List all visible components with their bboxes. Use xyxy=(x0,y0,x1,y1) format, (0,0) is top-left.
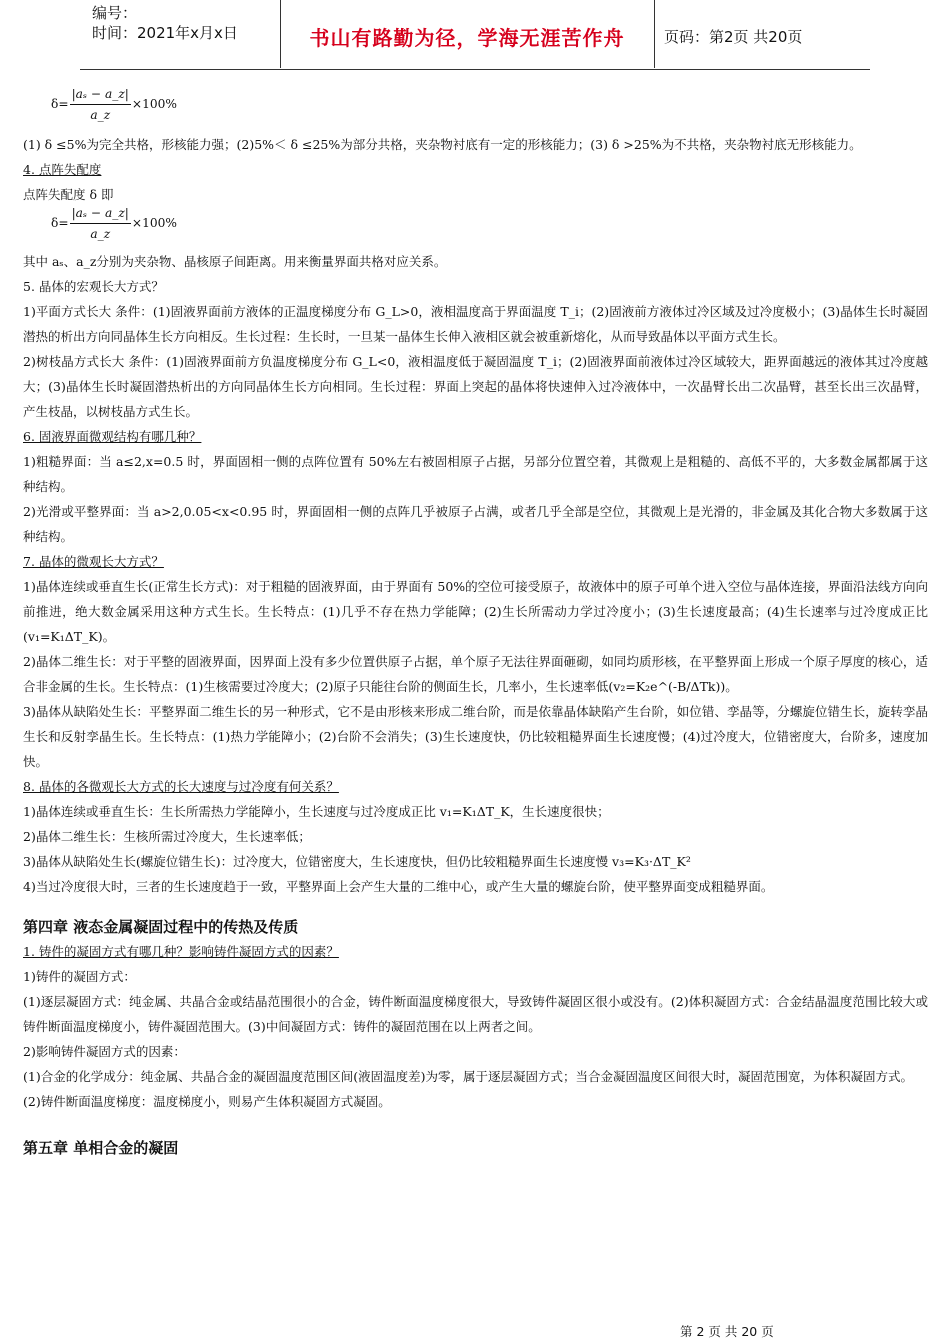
document-body xyxy=(23,84,928,1160)
paragraph: 1)粗糙界面：当 a≤2,x=0.5 时，界面固相一侧的点阵位置有 50%左右被固相原子占据，另部分位置空着，其微观上是粗糙的、高低不平的，大多数金属都属于这种结构。 xyxy=(23,454,928,494)
formula-tail: ×100% xyxy=(131,97,177,111)
paragraph: (1)逐层凝固方式：纯金属、共晶合金或结晶范围很小的合金，铸件断面温度梯度很大，导致铸件凝固区很小或没有。(2)体积凝固方式：合金结晶温度范围比较大或铸件断面温度梯度小，铸件凝固范围大。(3)中间凝固方式：铸件的凝固范围在以上两者之间。 xyxy=(23,994,928,1034)
page-header xyxy=(80,0,870,70)
paragraph: (2)铸件断面温度梯度：温度梯度小，则易产生体积凝固方式凝固。 xyxy=(23,1094,391,1109)
paragraph: 1)晶体连续或垂直生长：生长所需热力学能障小，生长速度与过冷度成正比 v₁=K₁ΔT_K，生长速度很快； xyxy=(23,804,610,819)
formula-mismatch-1 xyxy=(51,84,928,124)
paragraph: 1)晶体连续或垂直生长(正常生长方式)：对于粗糙的固液界面，由于界面有 50%的空位可接受原子，故液体中的原子可单个进入空位与晶体连接，界面沿法线方向向前推进，绝大数金属采用这种方式生长。生长特点：(1)几乎不存在热力学能障；(2)生长所需动力学过冷度小；(3)生长速度最高；(4)生长速率与过冷度成正比(v₁=K₁ΔT_K)。 xyxy=(23,579,928,644)
question-heading: 8. 晶体的各微观长大方式的长大速度与过冷度有何关系？ xyxy=(23,779,339,794)
paragraph: 1)平面方式长大 条件：(1)固液界面前方液体的正温度梯度分布 G_L>0，液相温度高于界面温度 T_i；(2)固液前方液体过冷区域及过冷度极小；(3)晶体生长时凝固潜热的析出方向同晶体生长方向相反。生长过程：生长时，一旦某一晶体生长伸入液相区就会被重新熔化，从而导致晶体以平面方式生长。 xyxy=(23,304,928,344)
formula-denominator: a_z xyxy=(90,227,111,241)
formula-tail: ×100% xyxy=(131,216,177,230)
chapter-title: 第五章 单相合金的凝固 xyxy=(23,1139,179,1157)
page-label: 页码：第2页 共20页 xyxy=(664,28,803,46)
question-heading: 7. 晶体的微观长大方式？ xyxy=(23,554,164,569)
paragraph: 1)铸件的凝固方式： xyxy=(23,969,136,984)
motto-text: 书山有路勤为径，学海无涯苦作舟 xyxy=(309,26,625,50)
formula-lhs: δ= xyxy=(51,216,69,230)
question-heading: 6. 固液界面微观结构有哪几种？ xyxy=(23,429,202,444)
paragraph: (1) δ ≤5%为完全共格，形核能力强；(2)5%＜ δ ≤25%为部分共格，夹杂物衬底有一定的形核能力；(3) δ >25%为不共格，夹杂物衬底无形核能力。 xyxy=(23,137,862,152)
formula-fraction xyxy=(70,203,131,244)
number-label: 编号： xyxy=(92,4,138,22)
formula-fraction xyxy=(70,84,131,125)
paragraph: 3)晶体从缺陷处生长：平整界面二维生长的另一种形式，它不是由形核来形成二维台阶，而是依靠晶体缺陷产生台阶，如位错、孪晶等，分螺旋位错生长，旋转孪晶生长和反射孪晶生长。生长特点：(1)热力学能障小；(2)台阶不会消失；(3)生长速度快，仍比较粗糙界面生长速度慢；(4)过冷度大，位错密度大，台阶多，速度加快。 xyxy=(23,704,928,769)
paragraph: 2)晶体二维生长：生核所需过冷度大，生长速率低； xyxy=(23,829,311,844)
paragraph: (1)合金的化学成分：纯金属、共晶合金的凝固温度范围区间(液固温度差)为零，属于逐层凝固方式；当合金凝固温度区间很大时，凝固范围宽，为体积凝固方式。 xyxy=(23,1069,913,1084)
paragraph: 4)当过冷度很大时，三者的生长速度趋于一致，平整界面上会产生大量的二维中心，或产生大量的螺旋台阶，使平整界面变成粗糙界面。 xyxy=(23,879,774,894)
paragraph: 2)影响铸件凝固方式的因素： xyxy=(23,1044,186,1059)
question-heading: 4. 点阵失配度 xyxy=(23,162,102,177)
paragraph: 2)光滑或平整界面：当 a>2,0.05<x<0.95 时，界面固相一侧的点阵几乎被原子占满，或者几乎全部是空位，其微观上是光滑的，非金属及其化合物大多数属于这种结构。 xyxy=(23,504,928,544)
paragraph: 2)树枝晶方式长大 条件：(1)固液界面前方负温度梯度分布 G_L<0，液相温度低于凝固温度 T_i；(2)固液界面前液体过冷区域较大，距界面越远的液体其过冷度越大；(3)晶体生长时凝固潜热析出的方向同晶体生长方向相同。生长过程：界面上突起的晶体将快速伸入过冷液体中，一次晶臂长出二次晶臂，甚至长出三次晶臂，产生枝晶，以树枝晶方式生长。 xyxy=(23,354,928,419)
question-heading: 1. 铸件的凝固方式有哪几种？影响铸件凝固方式的因素？ xyxy=(23,944,339,959)
formula-denominator: a_z xyxy=(90,108,111,122)
formula-lhs: δ= xyxy=(51,97,69,111)
paragraph: 3)晶体从缺陷处生长(螺旋位错生长)：过冷度大，位错密度大，生长速度快，但仍比较粗糙界面生长速度慢 v₃=K₃·ΔT_K² xyxy=(23,854,691,869)
formula-numerator: |aₛ − a_z| xyxy=(70,84,131,105)
paragraph: 点阵失配度 δ 即 xyxy=(23,187,114,202)
formula-mismatch-2 xyxy=(51,203,928,243)
formula-numerator: |aₛ − a_z| xyxy=(70,203,131,224)
paragraph: 其中 aₛ、a_z分别为夹杂物、晶核原子间距离。用来衡量界面共格对应关系。 xyxy=(23,254,447,269)
chapter-title: 第四章 液态金属凝固过程中的传热及传质 xyxy=(23,918,299,936)
question-heading: 5. 晶体的宏观长大方式？ xyxy=(23,279,164,294)
header-meta-cell xyxy=(80,0,281,68)
page-footer: 第 2 页 共 20 页 xyxy=(680,1324,774,1339)
date-label: 时间：2021年x月x日 xyxy=(92,24,238,42)
header-page-cell xyxy=(654,0,870,68)
header-motto-cell xyxy=(280,0,655,68)
paragraph: 2)晶体二维生长：对于平整的固液界面，因界面上没有多少位置供原子占据，单个原子无法往界面砸砌，如同均质形核，在平整界面上形成一个原子厚度的核心，适合非金属的生长。生长特点：(1)生核需要过冷度大；(2)原子只能往台阶的侧面生长，几率小，生长速率低(v₂=K₂e^(-B/ΔTk))。 xyxy=(23,654,928,694)
